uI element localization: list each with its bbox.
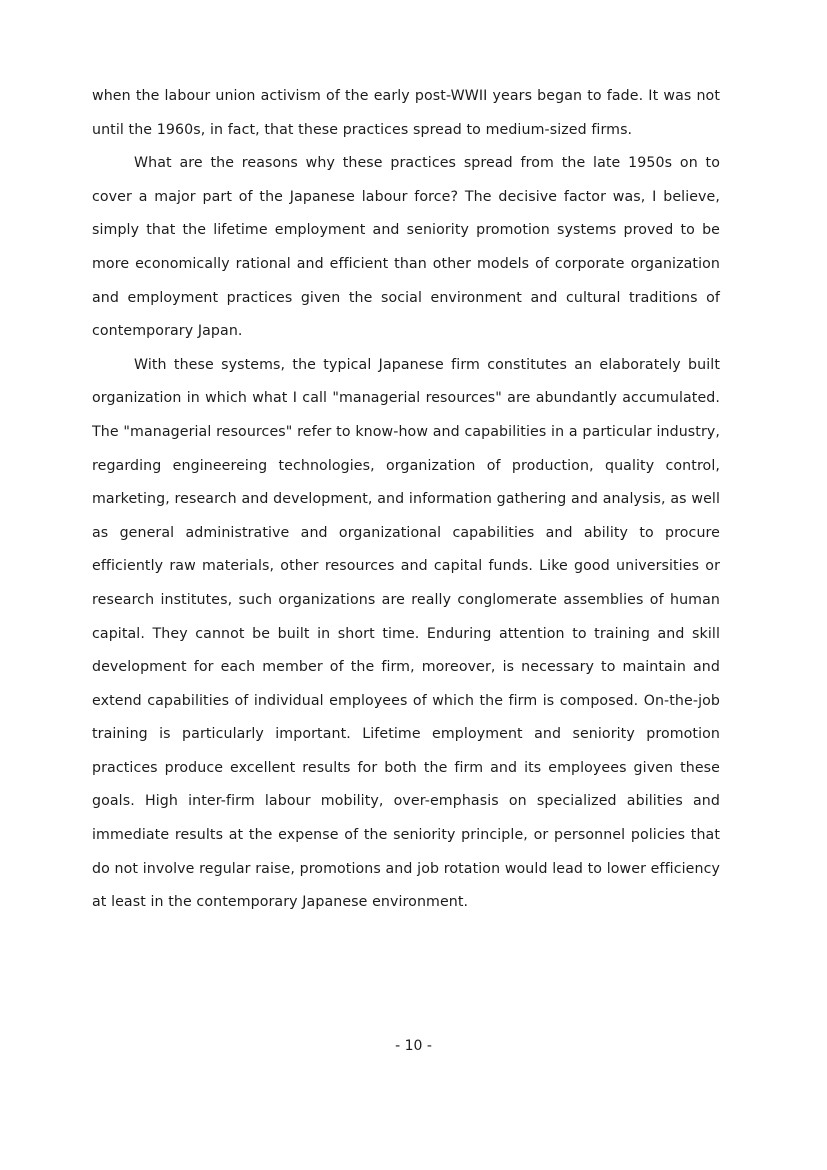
paragraph-reasons: What are the reasons why these practices spread from the late 1950s on to cover a major part of the Japanese labour force? The decisive factor was, I believe, simply that the lifetime employment and seniority promotion systems proved to be more economically rational and efficient than other models of corporate organization and employment practices given the social environment and cultural traditions of contemporary Japan. (92, 155, 720, 340)
page-number: - 10 - (395, 1038, 432, 1054)
paragraph-managerial-resources: With these systems, the typical Japanese firm constitutes an elaborately built organization in which what I call "managerial resources" are abundantly accumulated. The "managerial resources" refer to know-how and capabilities in a particular industry, regarding engineereing technologies, organization of production, quality control, marketing, research and development, and information gathering and analysis, as well as general administrative and organizational capabilities and ability to procure efficiently raw materials, other resources and capital funds. Like good universities or research institutes, such organizations are really conglomerate assemblies of human capital. They cannot be built in short time. Enduring attention to training and skill development for each member of the firm, moreover, is necessary to maintain and extend capabilities of individual employees of which the firm is composed. On-the-job training is particularly important. Lifetime employment and seniority promotion practices produce excellent results for both the firm and its employees given these goals. High inter-firm labour mobility, over-emphasis on specialized abilities and immediate results at the expense of the seniority principle, or personnel policies that do not involve regular raise, promotions and job rotation would lead to lower efficiency at least in the contemporary Japanese environment. (92, 356, 720, 911)
body-text (92, 80, 720, 920)
paragraph-continuation: when the labour union activism of the early post-WWII years began to fade. It was not until the 1960s, in fact, that these practices spread to medium-sized firms. (92, 88, 720, 138)
